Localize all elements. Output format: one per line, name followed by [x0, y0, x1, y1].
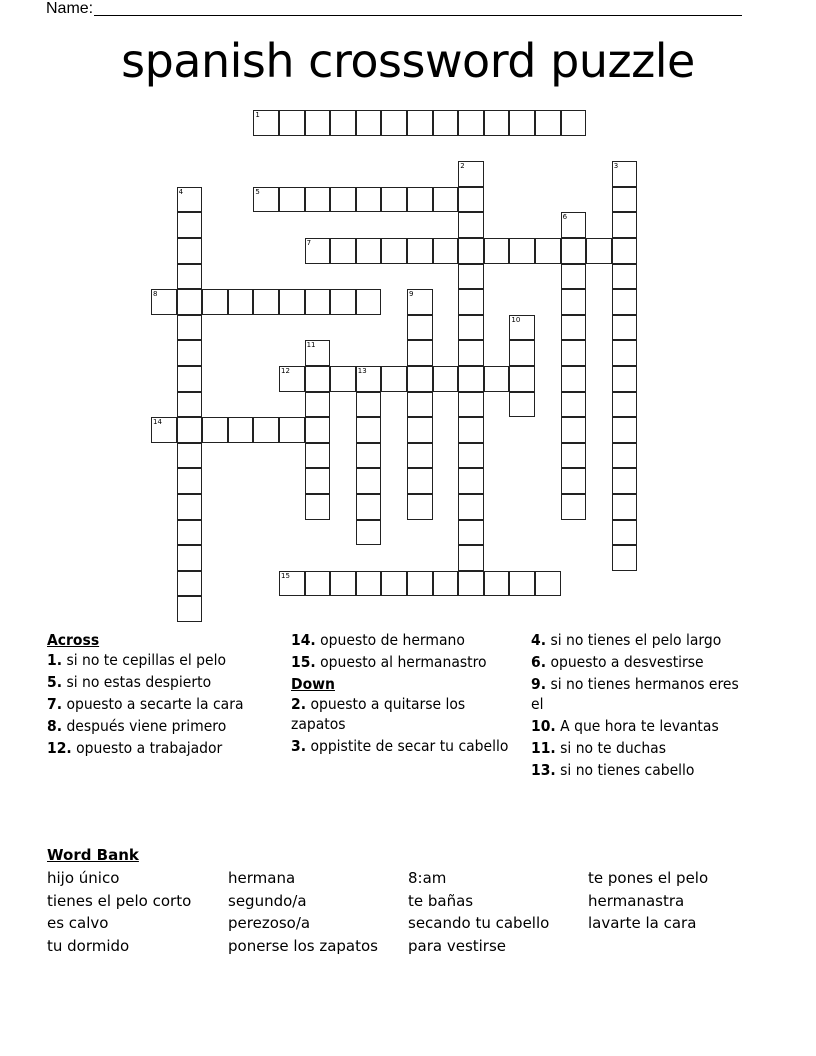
- grid-cell[interactable]: [561, 392, 587, 418]
- grid-cell[interactable]: [561, 417, 587, 443]
- clue-text: opuesto a quitarse los zapatos: [291, 695, 466, 733]
- grid-cell[interactable]: [407, 571, 433, 597]
- grid-cell[interactable]: [407, 238, 433, 264]
- grid-cell[interactable]: [612, 212, 638, 238]
- clue-number: 2.: [291, 695, 307, 713]
- clue-number: 11.: [531, 739, 556, 757]
- clue-number: 5.: [47, 673, 63, 691]
- grid-cell[interactable]: [458, 571, 484, 597]
- grid-cell[interactable]: [177, 366, 203, 392]
- grid-cell[interactable]: [177, 571, 203, 597]
- grid-cell[interactable]: [407, 443, 433, 469]
- grid-cell[interactable]: [509, 110, 535, 136]
- word-bank-item: hijo único: [47, 869, 120, 887]
- page-title: spanish crossword puzzle: [121, 34, 695, 88]
- grid-cell[interactable]: [177, 289, 203, 315]
- word-bank-item: tienes el pelo corto: [47, 891, 192, 910]
- grid-cell[interactable]: [586, 238, 612, 264]
- grid-cell[interactable]: [407, 110, 433, 136]
- cell-number: 8: [153, 290, 158, 299]
- grid-cell[interactable]: [305, 494, 331, 520]
- grid-cell[interactable]: [433, 571, 459, 597]
- grid-cell[interactable]: [356, 392, 382, 418]
- grid-cell[interactable]: [509, 315, 535, 341]
- clue-number: 4.: [531, 631, 547, 649]
- grid-cell[interactable]: [433, 238, 459, 264]
- grid-cell[interactable]: [177, 315, 203, 341]
- grid-cell[interactable]: [612, 340, 638, 366]
- grid-cell[interactable]: [458, 212, 484, 238]
- down-clue-13: [531, 760, 741, 780]
- across-clue-7: [47, 694, 279, 714]
- grid-cell[interactable]: [177, 545, 203, 571]
- grid-cell[interactable]: [484, 110, 510, 136]
- clue-text: si no tienes cabello: [555, 761, 695, 779]
- across-heading: Across: [47, 631, 100, 649]
- grid-cell[interactable]: [458, 545, 484, 571]
- grid-cell[interactable]: [535, 238, 561, 264]
- word-bank-heading: Word Bank: [47, 846, 139, 864]
- grid-cell[interactable]: [279, 366, 305, 392]
- clue-text: si no estas despierto: [62, 673, 212, 691]
- clue-text: A que hora te levantas: [555, 717, 719, 735]
- grid-cell[interactable]: [202, 289, 228, 315]
- word-bank-item: para vestirse: [408, 936, 507, 955]
- grid-cell[interactable]: [305, 366, 331, 392]
- grid-cell[interactable]: [407, 494, 433, 520]
- word-bank-item: te pones el pelo: [588, 869, 709, 887]
- grid-cell[interactable]: [612, 238, 638, 264]
- grid-cell[interactable]: [177, 264, 203, 290]
- across-clue-15: [291, 652, 523, 672]
- grid-cell[interactable]: [177, 443, 203, 469]
- grid-cell[interactable]: [561, 110, 587, 136]
- grid-cell[interactable]: [279, 417, 305, 443]
- word-bank-item: tu dormido: [47, 936, 130, 955]
- clue-text: oppistite de secar tu cabello: [306, 737, 509, 755]
- grid-cell[interactable]: [151, 289, 177, 315]
- across-clue-12: [47, 738, 279, 758]
- grid-cell[interactable]: [151, 417, 177, 443]
- grid-cell[interactable]: [381, 187, 407, 213]
- cell-number: 4: [178, 187, 184, 196]
- grid-cell[interactable]: [381, 238, 407, 264]
- grid-cell[interactable]: [458, 494, 484, 520]
- name-label: Name:: [46, 0, 94, 17]
- grid-cell[interactable]: [561, 238, 587, 264]
- grid-cell[interactable]: [458, 315, 484, 341]
- grid-cell[interactable]: [484, 366, 510, 392]
- cell-number: 15: [281, 571, 290, 580]
- word-bank-item: secando tu cabello: [408, 914, 550, 932]
- grid-cell[interactable]: [279, 571, 305, 597]
- grid-cell[interactable]: [356, 187, 382, 213]
- grid-cell[interactable]: [484, 571, 510, 597]
- clue-text: opuesto a trabajador: [71, 739, 223, 757]
- across-clue-14: [291, 630, 523, 650]
- grid-cell[interactable]: [305, 238, 331, 264]
- grid-cell[interactable]: [356, 520, 382, 546]
- grid-cell[interactable]: [305, 392, 331, 418]
- grid-cell[interactable]: [228, 289, 254, 315]
- grid-cell[interactable]: [177, 494, 203, 520]
- grid-cell[interactable]: [407, 340, 433, 366]
- clue-number: 1.: [47, 651, 63, 669]
- clue-number: 9.: [531, 675, 547, 693]
- grid-cell[interactable]: [356, 494, 382, 520]
- grid-cell[interactable]: [330, 238, 356, 264]
- grid-cell[interactable]: [509, 238, 535, 264]
- grid-cell[interactable]: [356, 289, 382, 315]
- grid-cell[interactable]: [458, 340, 484, 366]
- grid-cell[interactable]: [356, 468, 382, 494]
- grid-cell[interactable]: [177, 392, 203, 418]
- across-clue-1: [47, 650, 279, 670]
- grid-cell[interactable]: [612, 161, 638, 187]
- grid-cell[interactable]: [407, 289, 433, 315]
- grid-cell[interactable]: [305, 187, 331, 213]
- grid-cell[interactable]: [612, 264, 638, 290]
- grid-cell[interactable]: [561, 340, 587, 366]
- grid-cell[interactable]: [535, 110, 561, 136]
- grid-cell[interactable]: [253, 110, 279, 136]
- grid-cell[interactable]: [458, 238, 484, 264]
- word-bank-column: [228, 867, 378, 957]
- clue-number: 6.: [531, 653, 547, 671]
- across-clue-5: [47, 672, 279, 692]
- grid-cell[interactable]: [177, 520, 203, 546]
- clue-text: opuesto al hermanastro: [315, 653, 487, 671]
- grid-cell[interactable]: [177, 468, 203, 494]
- grid-cell[interactable]: [612, 315, 638, 341]
- grid-cell[interactable]: [561, 468, 587, 494]
- grid-cell[interactable]: [458, 264, 484, 290]
- grid-cell[interactable]: [561, 366, 587, 392]
- grid-cell[interactable]: [612, 520, 638, 546]
- grid-cell[interactable]: [279, 187, 305, 213]
- word-bank-item: hermana: [228, 869, 296, 887]
- cell-number: 2: [460, 162, 465, 171]
- grid-cell[interactable]: [177, 187, 203, 213]
- grid-cell[interactable]: [305, 571, 331, 597]
- grid-cell[interactable]: [509, 340, 535, 366]
- word-bank-item: te bañas: [408, 891, 474, 910]
- grid-cell[interactable]: [612, 366, 638, 392]
- grid-cell[interactable]: [561, 443, 587, 469]
- down-clue-11: [531, 738, 741, 758]
- cell-number: 12: [281, 367, 290, 375]
- word-bank-item: perezoso/a: [228, 914, 311, 932]
- grid-cell[interactable]: [458, 417, 484, 443]
- grid-cell[interactable]: [279, 110, 305, 136]
- grid-cell[interactable]: [330, 110, 356, 136]
- grid-cell[interactable]: [330, 366, 356, 392]
- grid-cell[interactable]: [458, 187, 484, 213]
- clues-column-1: [47, 630, 279, 760]
- grid-cell[interactable]: [612, 187, 638, 213]
- grid-cell[interactable]: [612, 289, 638, 315]
- grid-cell[interactable]: [458, 161, 484, 187]
- grid-cell[interactable]: [612, 494, 638, 520]
- grid-cell[interactable]: [330, 571, 356, 597]
- clue-text: si no te duchas: [555, 739, 666, 757]
- grid-cell[interactable]: [561, 212, 587, 238]
- clue-text: opuesto de hermano: [315, 631, 465, 649]
- grid-cell[interactable]: [433, 366, 459, 392]
- name-line[interactable]: [94, 15, 742, 16]
- clue-text: opuesto a secarte la cara: [62, 695, 244, 713]
- grid-cell[interactable]: [458, 392, 484, 418]
- down-clue-6: [531, 652, 741, 672]
- grid-cell[interactable]: [484, 238, 510, 264]
- clue-text: después viene primero: [62, 717, 227, 735]
- grid-cell[interactable]: [356, 366, 382, 392]
- word-bank-column: [588, 867, 708, 935]
- word-bank-column: [47, 867, 191, 957]
- grid-cell[interactable]: [177, 596, 203, 622]
- cell-number: 10: [511, 315, 521, 324]
- grid-cell[interactable]: [458, 289, 484, 315]
- cell-number: 14: [153, 418, 162, 427]
- cell-number: 13: [357, 367, 367, 375]
- clue-number: 12.: [47, 739, 72, 757]
- cell-number: 1: [255, 111, 260, 119]
- grid-cell[interactable]: [407, 366, 433, 392]
- grid-cell[interactable]: [177, 212, 203, 238]
- grid-cell[interactable]: [407, 468, 433, 494]
- grid-cell[interactable]: [561, 494, 587, 520]
- grid-cell[interactable]: [177, 417, 203, 443]
- cell-number: 5: [255, 187, 260, 196]
- across-clue-8: [47, 716, 279, 736]
- grid-cell[interactable]: [356, 417, 382, 443]
- grid-cell[interactable]: [612, 443, 638, 469]
- word-bank-item: es calvo: [47, 914, 109, 932]
- clue-text: si no tienes el pelo largo: [546, 631, 722, 649]
- grid-cell[interactable]: [407, 187, 433, 213]
- clue-number: 10.: [531, 717, 556, 735]
- grid-cell[interactable]: [253, 417, 279, 443]
- grid-cell[interactable]: [381, 110, 407, 136]
- grid-cell[interactable]: [177, 238, 203, 264]
- grid-cell[interactable]: [305, 443, 331, 469]
- grid-cell[interactable]: [458, 110, 484, 136]
- grid-cell[interactable]: [407, 392, 433, 418]
- word-bank-item: hermanastra: [588, 891, 685, 910]
- word-bank-item: 8:am: [408, 869, 447, 887]
- grid-cell[interactable]: [509, 571, 535, 597]
- clue-number: 14.: [291, 631, 316, 649]
- grid-cell[interactable]: [509, 366, 535, 392]
- grid-cell[interactable]: [305, 340, 331, 366]
- grid-cell[interactable]: [433, 187, 459, 213]
- grid-cell[interactable]: [612, 545, 638, 571]
- grid-cell[interactable]: [279, 289, 305, 315]
- cell-number: 3: [613, 162, 619, 171]
- grid-cell[interactable]: [305, 110, 331, 136]
- down-clue-2: [291, 694, 523, 734]
- cell-number: 7: [306, 239, 312, 247]
- down-clue-10: [531, 716, 741, 736]
- grid-cell[interactable]: [561, 315, 587, 341]
- word-bank-item: segundo/a: [228, 891, 307, 910]
- grid-cell[interactable]: [356, 571, 382, 597]
- word-bank-item: lavarte la cara: [588, 914, 697, 932]
- grid-cell[interactable]: [612, 468, 638, 494]
- grid-cell[interactable]: [561, 289, 587, 315]
- grid-cell[interactable]: [535, 571, 561, 597]
- grid-cell[interactable]: [330, 187, 356, 213]
- grid-cell[interactable]: [356, 443, 382, 469]
- grid-cell[interactable]: [356, 110, 382, 136]
- grid-cell[interactable]: [253, 187, 279, 213]
- clue-number: 13.: [531, 761, 556, 779]
- down-heading: Down: [291, 675, 335, 693]
- grid-cell[interactable]: [305, 289, 331, 315]
- clue-text: si no tienes hermanos eres el: [531, 675, 739, 713]
- cell-number: 9: [409, 290, 414, 299]
- clue-number: 8.: [47, 717, 63, 735]
- grid-cell[interactable]: [458, 443, 484, 469]
- grid-cell[interactable]: [202, 417, 228, 443]
- cell-number: 11: [306, 341, 316, 350]
- grid-cell[interactable]: [305, 468, 331, 494]
- clues-column-2: [291, 630, 523, 758]
- grid-cell[interactable]: [458, 468, 484, 494]
- grid-cell[interactable]: [407, 417, 433, 443]
- grid-cell[interactable]: [407, 315, 433, 341]
- grid-cell[interactable]: [356, 238, 382, 264]
- cell-number: 6: [562, 213, 568, 222]
- grid-cell[interactable]: [305, 417, 331, 443]
- down-clue-4: [531, 630, 741, 650]
- grid-cell[interactable]: [458, 366, 484, 392]
- grid-cell[interactable]: [177, 340, 203, 366]
- word-bank-column: [408, 867, 549, 957]
- grid-cell[interactable]: [381, 366, 407, 392]
- grid-cell[interactable]: [612, 392, 638, 418]
- clue-number: 15.: [291, 653, 316, 671]
- down-clue-9: [531, 674, 741, 714]
- clue-number: 7.: [47, 695, 63, 713]
- grid-cell[interactable]: [561, 264, 587, 290]
- grid-cell[interactable]: [228, 417, 254, 443]
- grid-cell[interactable]: [381, 571, 407, 597]
- grid-cell[interactable]: [253, 289, 279, 315]
- grid-cell[interactable]: [330, 289, 356, 315]
- clue-number: 3.: [291, 737, 307, 755]
- grid-cell[interactable]: [509, 392, 535, 418]
- grid-cell[interactable]: [612, 417, 638, 443]
- clues-column-3: [531, 630, 741, 782]
- word-bank-item: ponerse los zapatos: [228, 936, 378, 955]
- grid-cell[interactable]: [433, 110, 459, 136]
- grid-cell[interactable]: [458, 520, 484, 546]
- down-clue-3: [291, 736, 523, 756]
- clue-text: si no te cepillas el pelo: [62, 651, 226, 669]
- clue-text: opuesto a desvestirse: [546, 653, 704, 671]
